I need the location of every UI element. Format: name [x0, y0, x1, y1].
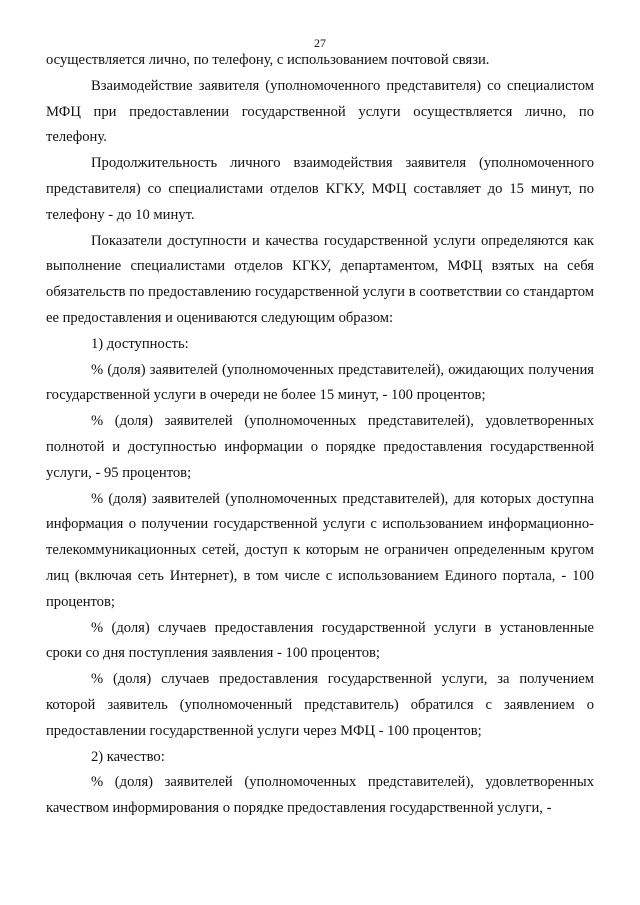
document-body: [46, 48, 594, 822]
indicator-info-satisfaction: % (доля) заявителей (уполномоченных представителей), удовлетворенных полнотой и доступностью информации о порядке предоставления государственной услуги, - 95 процентов;: [46, 413, 594, 481]
page-number: 27: [314, 36, 326, 50]
heading-accessibility: 1) доступность:: [91, 335, 189, 352]
paragraph-contact-methods: осуществляется лично, по телефону, с использованием почтовой связи.: [46, 52, 490, 68]
indicator-queue-wait: % (доля) заявителей (уполномоченных представителей), ожидающих получения государственной услуги в очереди не более 15 минут, - 100 процентов;: [46, 361, 594, 404]
indicator-online-info-access: % (доля) заявителей (уполномоченных представителей), для которых доступна информация о получении государственной услуги с использованием информационно-телекоммуникационных сетей, доступ к которым не ограничен определенным кругом лиц (включая сеть Интернет), в том числе с использованием Единого портала, - 100 процентов;: [46, 490, 594, 610]
indicator-info-quality: % (доля) заявителей (уполномоченных представителей), удовлетворенных качеством информирования о порядке предоставления государственной услуги, -: [46, 774, 594, 817]
indicator-mfc-requests: % (доля) случаев предоставления государственной услуги, за получением которой заявитель (уполномоченный представитель) обратился с заявлением о предоставлении государственной услуги через МФЦ - 100 процентов;: [46, 671, 594, 739]
paragraph-quality-indicators-intro: Показатели доступности и качества государственной услуги определяются как выполнение специалистами отделов КГКУ, департаментом, МФЦ взятых на себя обязательств по предоставлению государственной услуги в соответствии со стандартом ее предоставления и оцениваются следующим образом:: [46, 232, 594, 326]
paragraph-mfc-interaction: Взаимодействие заявителя (уполномоченного представителя) со специалистом МФЦ при предоставлении государственной услуги осуществляется лично, по телефону.: [46, 77, 594, 146]
heading-quality: 2) качество:: [91, 748, 165, 765]
indicator-timely-service: % (доля) случаев предоставления государственной услуги в установленные сроки со дня поступления заявления - 100 процентов;: [46, 619, 594, 662]
paragraph-interaction-duration: Продолжительность личного взаимодействия заявителя (уполномоченного представителя) со специалистами отделов КГКУ, МФЦ составляет до 15 минут, по телефону - до 10 минут.: [46, 155, 594, 223]
